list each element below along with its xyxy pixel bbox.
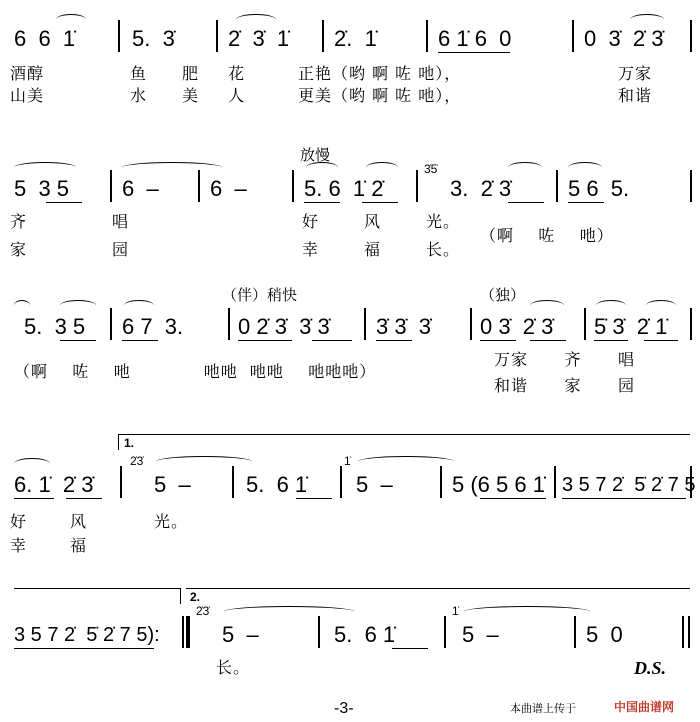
barline xyxy=(470,308,472,340)
staff-system-2 xyxy=(0,140,700,270)
underline xyxy=(508,202,544,203)
measure-15: 0 2̇ 3̇ 3̇ 3̇ xyxy=(238,314,330,339)
underline xyxy=(376,340,412,341)
underline xyxy=(296,498,332,499)
barline xyxy=(322,20,324,52)
measure-7: 5 3 5 xyxy=(14,176,70,201)
measure-11: 3. 2̇ 3̇ xyxy=(450,176,512,201)
underline xyxy=(530,340,566,341)
barline xyxy=(186,616,190,648)
lyric-3b: 唱 xyxy=(112,212,130,231)
lyric-2f: 和谐 xyxy=(618,86,653,105)
barline xyxy=(118,20,120,52)
slur xyxy=(530,300,564,311)
grace-2: 1̇ xyxy=(344,454,351,468)
slur xyxy=(464,606,590,617)
lyric-6b: 风 xyxy=(70,512,88,531)
barline xyxy=(340,466,342,498)
measure-10: 5. 6 1̇ 2̇ xyxy=(304,176,384,201)
slur xyxy=(14,300,30,311)
lyric-7a: 幸 xyxy=(10,536,28,555)
staff-system-4 xyxy=(0,430,700,560)
barline xyxy=(690,20,692,52)
lyric-solo-2: 和谐 家 园 xyxy=(494,376,636,395)
staff-system-1 xyxy=(0,0,700,120)
accompaniment-mark: （伴）稍快 xyxy=(222,286,298,304)
volta-bracket-end xyxy=(14,588,180,589)
lyric-2d: 人 xyxy=(228,86,246,105)
measure-6: 0 3̇ 2̇ 3̇ xyxy=(584,26,664,51)
underline xyxy=(480,498,546,499)
barline xyxy=(554,466,556,498)
lyric-5: （啊 咗 吔 吔吔 吔吔 吔吔吔） xyxy=(14,362,377,381)
lyric-1f: 万家 xyxy=(618,64,653,83)
slur xyxy=(156,456,252,467)
staff-system-3 xyxy=(0,280,700,410)
barline xyxy=(440,466,442,498)
final-barline-thick xyxy=(688,616,690,648)
lyric-1d: 花 xyxy=(228,64,246,83)
barline xyxy=(110,170,112,202)
barline xyxy=(690,308,692,340)
underline xyxy=(304,202,340,203)
lyric-1a: 酒醇 xyxy=(10,64,45,83)
slur xyxy=(14,458,50,469)
lyric-4d: 福 xyxy=(364,240,382,259)
underline xyxy=(362,202,398,203)
slur xyxy=(224,606,354,617)
barline xyxy=(318,616,320,648)
slur xyxy=(630,14,664,25)
lyric-8: 长。 xyxy=(216,658,251,677)
slur xyxy=(306,162,338,173)
lyric-2e: 更美（哟 啊 咗 吔）， xyxy=(298,86,462,105)
measure-29: 5 0 xyxy=(586,622,623,647)
barline xyxy=(228,308,230,340)
barline xyxy=(444,616,446,648)
lyric-6a: 好 xyxy=(10,512,28,531)
barline xyxy=(364,308,366,340)
measure-18: 5̇ 3̇ 2̇ 1̇ xyxy=(594,314,668,339)
grace-4: 1̇ xyxy=(452,604,459,618)
slur xyxy=(14,162,76,173)
grace-1: 2̇3̇ xyxy=(130,454,144,468)
slur xyxy=(236,14,276,25)
lyric-6c: 光。 xyxy=(154,512,189,531)
underline xyxy=(14,498,54,499)
measure-27: 5. 6 1̇ xyxy=(334,622,396,647)
measure-9: 6 – xyxy=(210,176,247,201)
underline xyxy=(568,202,604,203)
barline xyxy=(110,308,112,340)
measure-19: 6. 1̇ 2̇ 3̇ xyxy=(14,472,94,497)
measure-14: 6 7 3. xyxy=(122,314,184,339)
measure-8: 6 – xyxy=(122,176,159,201)
slur xyxy=(366,162,398,173)
lyric-4e: 长。 xyxy=(426,240,461,259)
measure-28: 5 – xyxy=(462,622,499,647)
measure-16: 3̇ 3̇ 3̇ xyxy=(376,314,432,339)
underline xyxy=(562,498,686,499)
slur xyxy=(56,14,86,25)
underline xyxy=(46,202,82,203)
side-lyric: （啊 咗 吔） xyxy=(480,226,614,245)
measure-12: 5 6 5. xyxy=(568,176,630,201)
underline xyxy=(392,648,428,649)
grace-notes: 3̇5̇ xyxy=(424,162,438,176)
measure-17: 0 3̇ 2̇ 3̇ xyxy=(480,314,554,339)
underline xyxy=(122,340,158,341)
lyric-3c: 好 xyxy=(302,212,320,231)
lyric-2b: 水 xyxy=(130,86,148,105)
tempo-mark: 放慢 xyxy=(300,146,331,164)
volta-1: 1. xyxy=(124,436,135,450)
measure-21: 5. 6 1̇ xyxy=(246,472,308,497)
lyric-4a: 家 xyxy=(10,240,28,259)
staff-system-5 xyxy=(0,584,700,694)
grace-3: 2̇3̇ xyxy=(196,604,210,618)
measure-26: 5 – xyxy=(222,622,259,647)
lyric-3d: 风 xyxy=(364,212,382,231)
barline xyxy=(182,616,184,648)
underline xyxy=(14,648,154,649)
slur xyxy=(124,300,154,311)
barline xyxy=(690,170,692,202)
barline xyxy=(120,466,122,498)
underline xyxy=(60,340,96,341)
lyric-3a: 齐 xyxy=(10,212,28,231)
lyric-7b: 福 xyxy=(70,536,88,555)
barline xyxy=(556,170,558,202)
lyric-1c: 肥 xyxy=(182,64,200,83)
volta-bracket xyxy=(118,434,690,435)
measure-4: 2̇. 1̇ xyxy=(334,26,377,51)
measure-5: 6 1̇ 6 0 xyxy=(438,26,512,51)
volta-bracket-2 xyxy=(186,588,690,589)
barline xyxy=(426,20,428,52)
measure-13: 5. 3 5 xyxy=(24,314,86,339)
barline xyxy=(216,20,218,52)
lyric-4b: 园 xyxy=(112,240,130,259)
lyric-solo-1: 万家 齐 唱 xyxy=(494,350,636,369)
barline xyxy=(416,170,418,202)
barline xyxy=(292,170,294,202)
underline xyxy=(644,340,678,341)
volta-hook xyxy=(180,588,181,604)
underline xyxy=(66,498,102,499)
barline xyxy=(584,308,586,340)
measure-22: 5 – xyxy=(356,472,393,497)
volta-2: 2. xyxy=(190,590,201,604)
measure-25: 3 5 7 2̇ 5̇ 2̇ 7 5): xyxy=(14,624,160,646)
barline xyxy=(574,616,576,648)
barline xyxy=(198,170,200,202)
barline xyxy=(690,466,692,498)
slur xyxy=(646,300,676,311)
slur xyxy=(60,300,96,311)
underline xyxy=(238,340,292,341)
underline xyxy=(312,340,352,341)
slur xyxy=(568,162,602,173)
underline xyxy=(480,340,516,341)
measure-23: 5 (6 5 6 1̇ xyxy=(452,472,545,497)
lyric-1e: 正艳（哟 啊 咗 吔）， xyxy=(298,64,462,83)
measure-3: 2̇ 3̇ 1̇ xyxy=(228,26,290,51)
slur xyxy=(596,300,626,311)
slur xyxy=(508,162,542,173)
lyric-1b: 鱼 xyxy=(130,64,148,83)
underline xyxy=(438,52,510,53)
measure-20: 5 – xyxy=(154,472,191,497)
measure-1: 6 6 1̇ xyxy=(14,26,76,51)
page-number: -3- xyxy=(334,700,354,717)
barline xyxy=(572,20,574,52)
slur xyxy=(122,162,222,173)
measure-24: 3 5 7 2̇ 5̇ 2̇ 7 5 xyxy=(562,474,696,496)
lyric-2c: 美 xyxy=(182,86,200,105)
footer-brand: 中国曲谱网 xyxy=(614,700,675,714)
lyric-4c: 幸 xyxy=(302,240,320,259)
ds-mark: D.S. xyxy=(634,658,667,678)
lyric-2a: 山美 xyxy=(10,86,45,105)
measure-2: 5. 3̇ xyxy=(132,26,175,51)
underline xyxy=(594,340,628,341)
footer-text: 本曲谱上传于 xyxy=(510,702,576,715)
volta-hook xyxy=(118,434,119,450)
solo-mark: （独） xyxy=(480,286,526,304)
final-barline xyxy=(682,616,684,648)
lyric-3e: 光。 xyxy=(426,212,461,231)
barline xyxy=(232,466,234,498)
